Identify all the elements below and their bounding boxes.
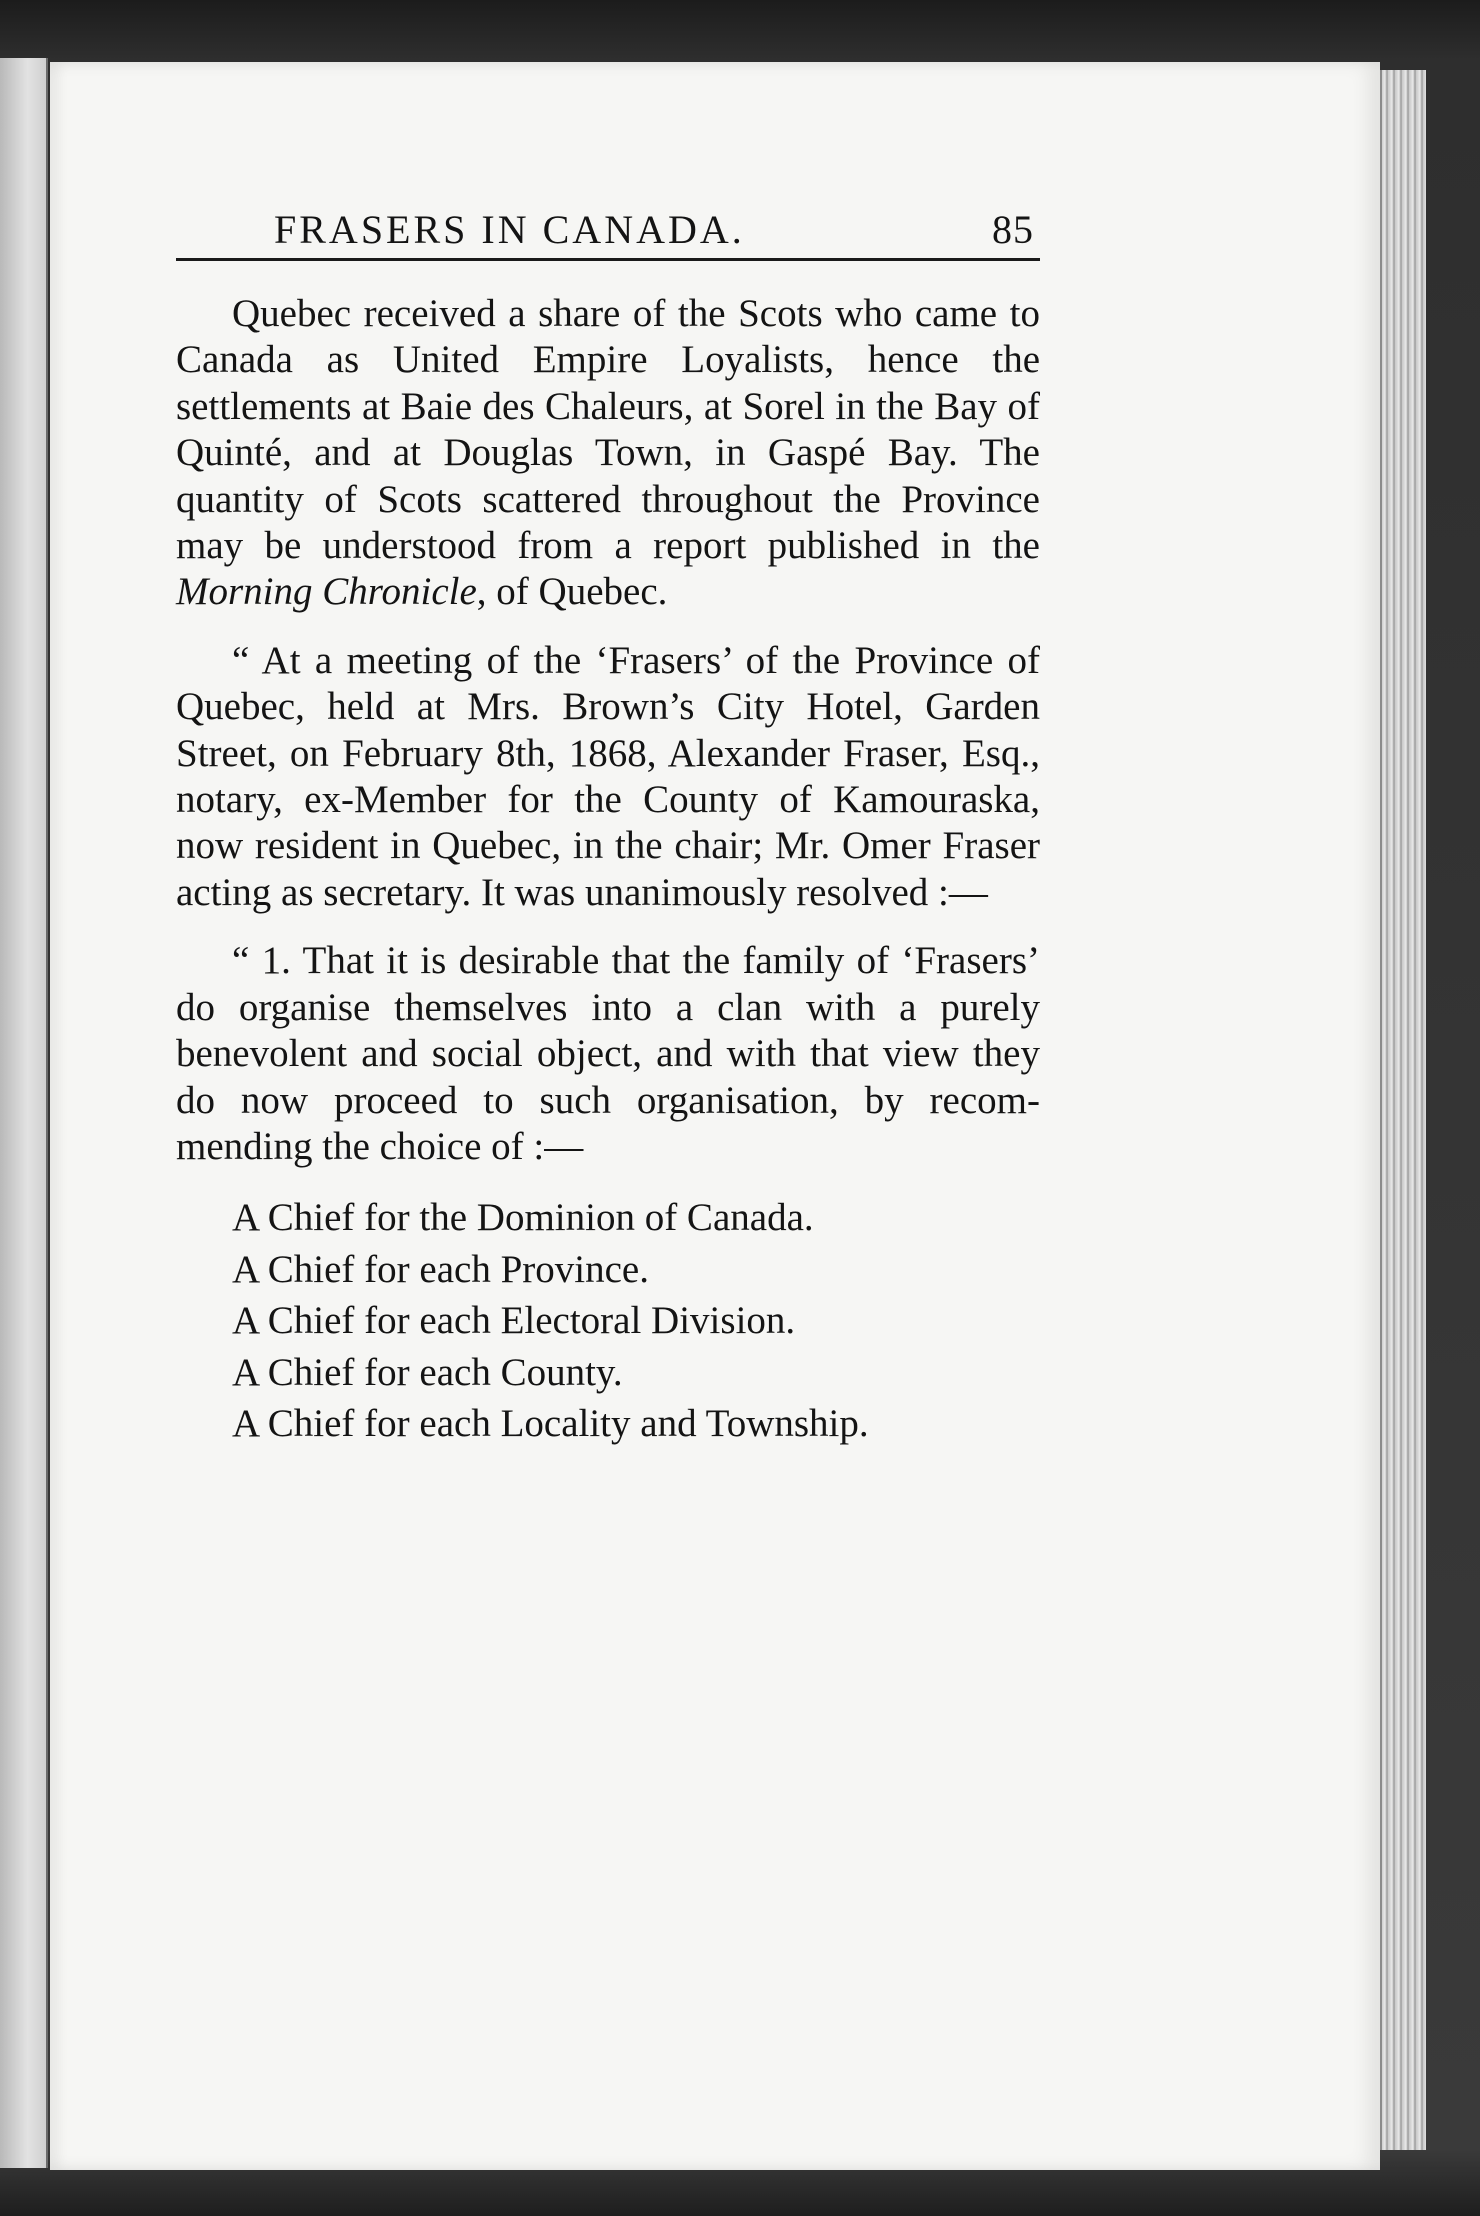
chief-list	[176, 1192, 1040, 1450]
paragraph-3: “ 1. That it is desirable that the family of ‘Frasers’ do organise themselves into a clan with a purely benevolent and social object, and with that view they do now proceed to such organisation, by recommending the choice of :—	[176, 939, 1040, 1168]
paragraph-1	[176, 291, 1040, 616]
running-head-title: FRASERS IN CANADA.	[274, 207, 745, 252]
paragraph-1-end: , of Quebec.	[476, 570, 668, 614]
page-text-block	[176, 208, 1040, 1450]
list-item: A Chief for each Locality and Township.	[232, 1402, 869, 1446]
list-item: A Chief for each Province.	[232, 1247, 649, 1291]
list-item: A Chief for each County.	[232, 1350, 623, 1394]
newspaper-title: Morning Chronicle	[176, 570, 477, 614]
previous-page-edge	[0, 58, 48, 2168]
page-stack-edge	[1380, 70, 1426, 2150]
paragraph-2: “ At a meeting of the ‘Frasers’ of the Province of Quebec, held at Mrs. Brown’s City Hotel, Garden Street, on February 8th, 1868, Alexander Fraser, Esq., notary, ex-Member for the County of Kamouraska, now resident in Quebec, in the chair; Mr. Omer Fraser acting as secretary. It was unanimously resolved :—	[176, 638, 1040, 914]
paragraph-1-text: Quebec received a share of the Scots who came to Canada as United Empire Loyalists, hence the settlements at Baie des Chaleurs, at Sorel in the Bay of Quinté, and at Douglas Town, in Gaspé Bay. The quantity of Scots scattered throughout the Province may be understood from a report published in the	[176, 292, 1040, 568]
running-head	[176, 208, 1040, 261]
page-number: 85	[992, 207, 1034, 252]
body-text	[176, 291, 1040, 1450]
list-item: A Chief for the Dominion of Canada.	[232, 1196, 814, 1240]
list-item: A Chief for each Electoral Division.	[232, 1299, 796, 1343]
